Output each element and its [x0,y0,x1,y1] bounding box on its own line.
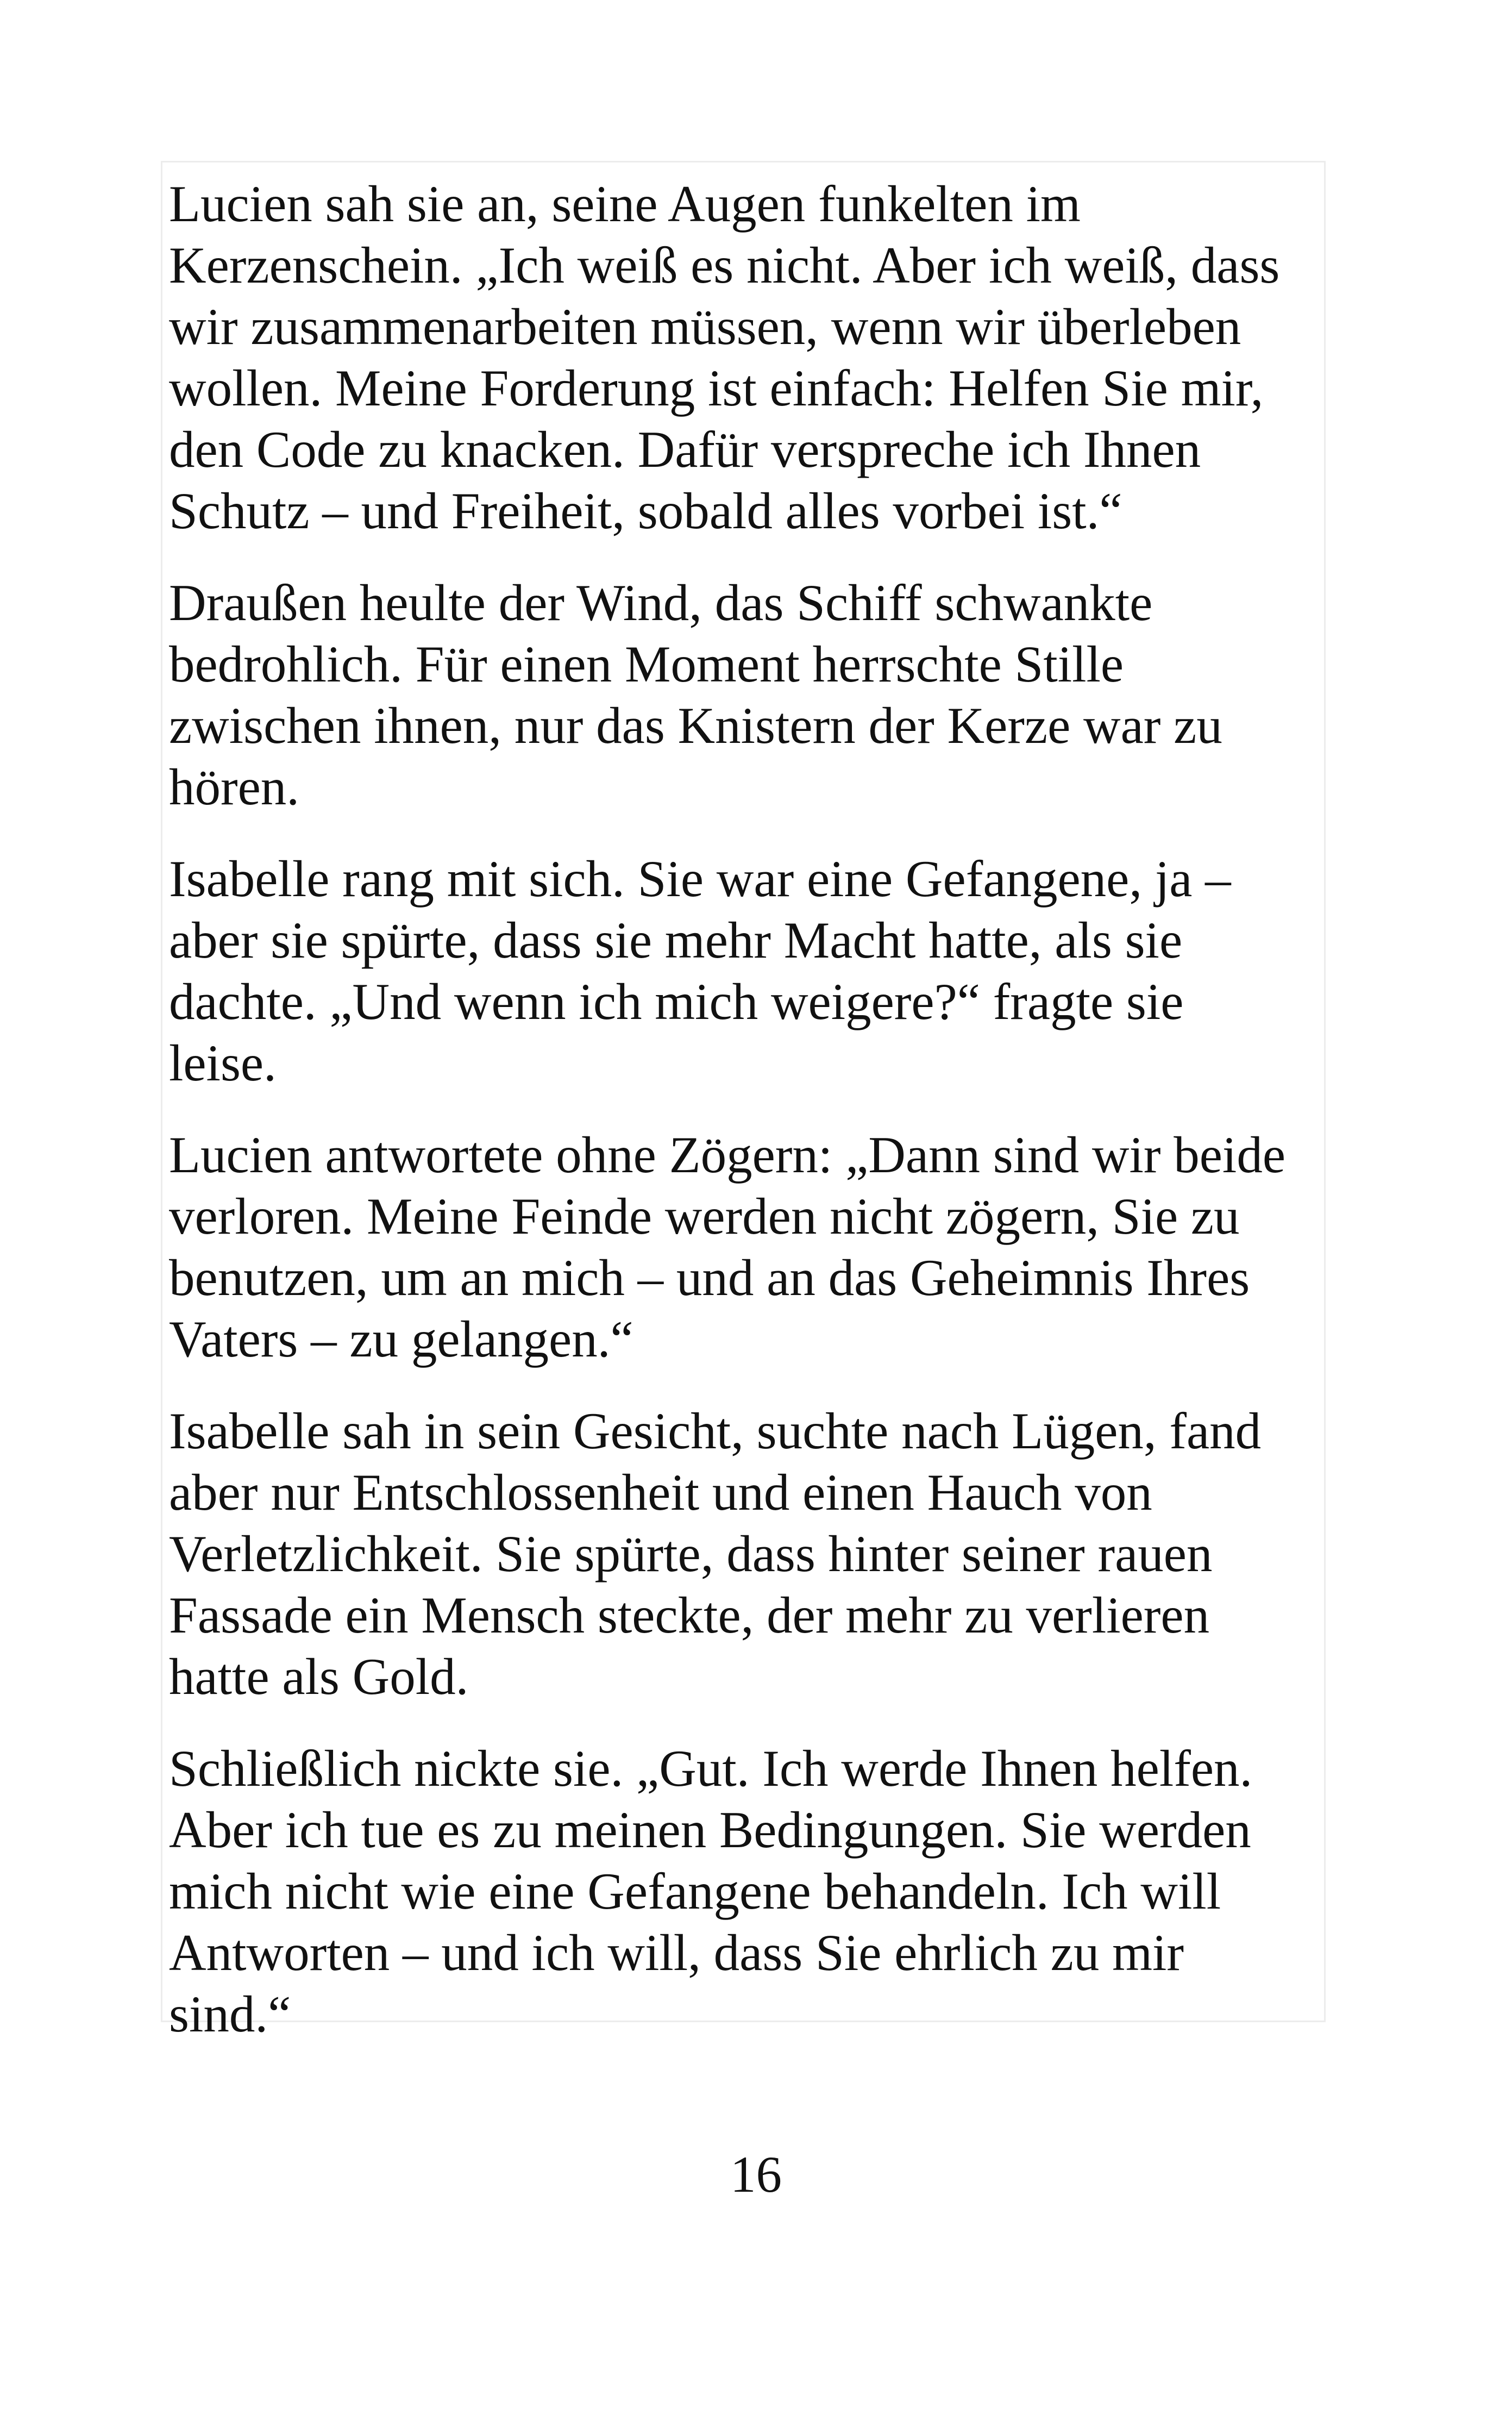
paragraph-2: Draußen heulte der Wind, das Schiff schwankte bedrohlich. Für einen Moment herrschte Stille zwischen ihnen, nur das Knistern der Kerze war zu hören. [169,574,1222,816]
paragraph-4: Lucien antwortete ohne Zögern: „Dann sind wir beide verloren. Meine Feinde werden nicht zögern, Sie zu benutzen, um an mich – und an das Geheimnis Ihres Vaters – zu gelangen.“ [169,1126,1285,1368]
paragraph-1: Lucien sah sie an, seine Augen funkelten im Kerzenschein. „Ich weiß es nicht. Aber ich weiß, dass wir zusammenarbeiten müssen, wenn wir überleben wollen. Meine Forderung ist einfach: Helfen Sie mir, den Code zu knacken. Dafür verspreche ich Ihnen Schutz – und Freiheit, sobald alles vorbei ist.“ [169,175,1280,540]
text-frame [161,161,1326,2043]
paragraph-3: Isabelle rang mit sich. Sie war eine Gefangene, ja – aber sie spürte, dass sie mehr Macht hatte, als sie dachte. „Und wenn ich mich weigere?“ fragte sie leise. [169,850,1231,1092]
paragraph-5: Isabelle sah in sein Gesicht, suchte nach Lügen, fand aber nur Entschlossenheit und einen Hauch von Verletzlichkeit. Sie spürte, dass hinter seiner rauen Fassade ein Mensch steckte, der mehr zu verlieren hatte als Gold. [169,1402,1262,1705]
page-number: 16 [730,2146,782,2203]
paragraph-6: Schließlich nickte sie. „Gut. Ich werde Ihnen helfen. Aber ich tue es zu meinen Bedingungen. Sie werden mich nicht wie eine Gefangene behandeln. Ich will Antworten – und ich will, dass Sie ehrlich zu mir sind.“ [169,1740,1253,2043]
